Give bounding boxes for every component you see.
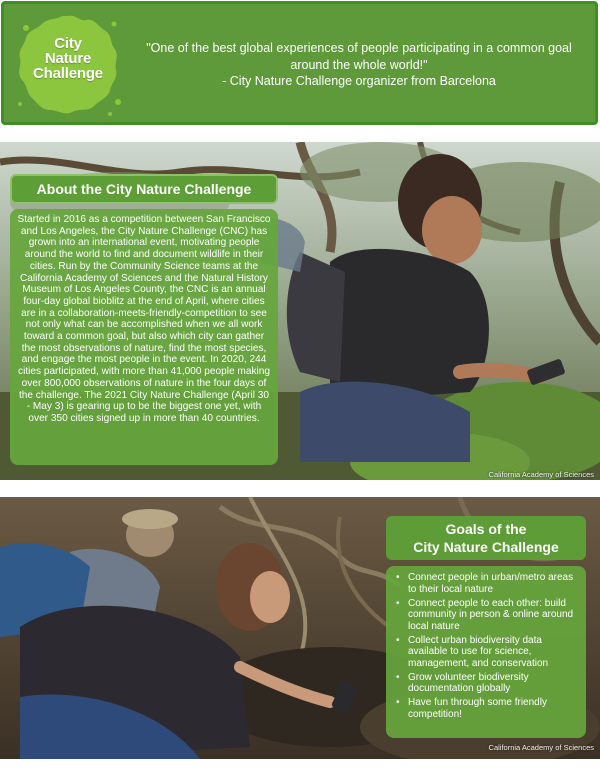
goals-panel bbox=[386, 566, 586, 738]
list-item bbox=[394, 572, 578, 595]
goals-list bbox=[394, 572, 578, 720]
goals-title bbox=[386, 516, 586, 560]
logo-line-challenge: Challenge bbox=[33, 65, 103, 82]
logo-wordmark bbox=[28, 36, 108, 81]
header-quote: "One of the best global experiences of people participating in a common goal around the whole world!" bbox=[146, 41, 572, 72]
list-item bbox=[394, 697, 578, 720]
list-item bbox=[394, 598, 578, 633]
goal-text: Collect urban biodiversity data available to use for science, management, and conservation bbox=[408, 634, 549, 669]
about-title: About the City Nature Challenge bbox=[10, 174, 278, 204]
goals-title-line-1: Goals of the bbox=[445, 521, 527, 537]
photo-credit: California Academy of Sciences bbox=[488, 470, 594, 479]
quote-attribution: - City Nature Challenge organizer from Barcelona bbox=[222, 74, 496, 88]
list-item bbox=[394, 635, 578, 670]
bullet-icon: • bbox=[396, 572, 400, 583]
bullet-icon: • bbox=[396, 634, 400, 646]
list-item bbox=[394, 672, 578, 695]
bullet-icon: • bbox=[396, 697, 400, 708]
about-body-text: Started in 2016 as a competition between San Francisco and Los Angeles, the City Nature Challenge (CNC) has grown into an international event, motivating people around the world to find and document wildlife in their cities. Run by the Community Science teams at the California Academy of Sciences and the Natural History Museum of Los Angeles County, the CNC is an annual four-day global bioblitz at the end of April, where cities are in a collaboration-meets-friendly-competition to see not only what can be accomplished when we all work toward a common goal, but also which city can gather the most observations of nature, find the most species, and engage the most people in the event. In 2020, 244 cities participated, with more than 41,000 people making over 800,000 observations of nature in the four days of the challenge. The 2021 City Nature Challenge (April 30 - May 3) is gearing up to be the biggest one yet, with over 350 cities signed up in more than 40 countries. bbox=[17, 214, 271, 424]
goal-text: Connect people to each other: build community in person & online around local nature bbox=[408, 597, 574, 632]
goals-title-line-2: City Nature Challenge bbox=[413, 539, 559, 555]
bullet-icon: • bbox=[396, 671, 400, 683]
logo-line-city: City bbox=[54, 35, 82, 52]
header-banner bbox=[1, 1, 598, 125]
about-panel bbox=[10, 209, 278, 465]
logo-line-nature: Nature bbox=[44, 50, 92, 67]
bullet-icon: • bbox=[396, 597, 400, 609]
photo-credit: California Academy of Sciences bbox=[488, 743, 594, 752]
goal-text: Connect people in urban/metro areas to their local nature bbox=[408, 572, 574, 595]
goal-text: Grow volunteer biodiversity documentation globally bbox=[408, 671, 529, 694]
goal-text: Have fun through some friendly competition! bbox=[408, 697, 547, 720]
